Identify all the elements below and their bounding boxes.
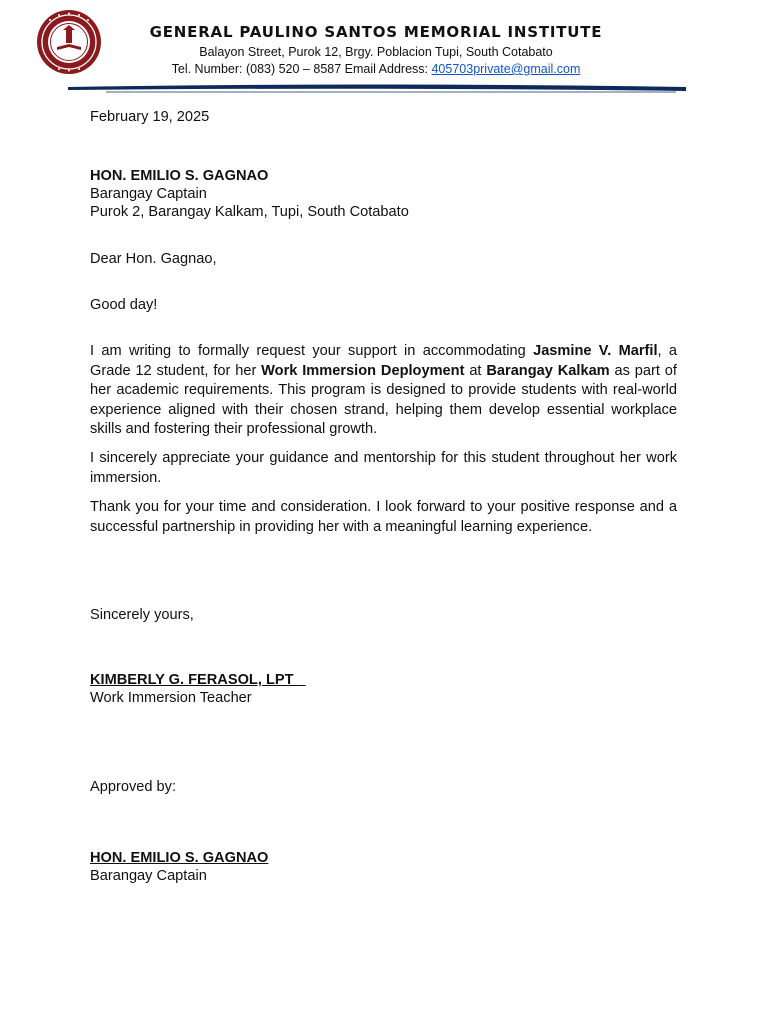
- recipient-name: HON. EMILIO S. GAGNAO: [90, 168, 269, 184]
- paragraph-request: [90, 342, 677, 440]
- header-divider: [66, 82, 688, 94]
- school-contact: [100, 62, 652, 76]
- approved-label: Approved by:: [90, 779, 176, 795]
- closing: Sincerely yours,: [90, 607, 194, 623]
- para-text: as part of her academic requirements. This program is designed to provide students with real-world experience aligned with their chosen strand, helping them develop essential workplace skills and fostering their professional growth.: [90, 362, 677, 437]
- school-address: Balayon Street, Purok 12, Brgy. Poblacion Tupi, South Cotabato: [199, 45, 553, 59]
- greeting: Good day!: [90, 297, 158, 313]
- placement-name: Barangay Kalkam: [486, 362, 610, 379]
- signatory-title: Work Immersion Teacher: [90, 690, 252, 706]
- signatory-name: KIMBERLY G. FERASOL, LPT: [90, 672, 294, 688]
- recipient-address: Purok 2, Barangay Kalkam, Tupi, South Cotabato: [90, 204, 409, 220]
- para-text: , a Grade 12 student, for her: [90, 343, 677, 379]
- school-seal-logo: [33, 9, 107, 75]
- recipient-title: Barangay Captain: [90, 186, 207, 202]
- paragraph-thanks: Thank you for your time and consideration. I look forward to your positive response and a successful partnership in providing her with a meaningful learning experience.: [90, 499, 677, 535]
- para-text: I am writing to formally request your support in accommodating: [90, 343, 534, 359]
- signatory-name-line: [90, 671, 677, 691]
- email-link[interactable]: 405703private@gmail.com: [431, 62, 581, 76]
- approver-name: HON. EMILIO S. GAGNAO: [90, 850, 269, 866]
- contact-text: Tel. Number: (083) 520 – 8587 Email Address:: [171, 62, 432, 76]
- student-name: Jasmine V. Marfil: [533, 343, 658, 359]
- approver-title: Barangay Captain: [90, 868, 207, 884]
- paragraph-appreciation: I sincerely appreciate your guidance and mentorship for this student throughout her work immersion.: [90, 450, 677, 486]
- school-name: GENERAL PAULINO SANTOS MEMORIAL INSTITUTE: [149, 23, 603, 41]
- approver-name-line: [90, 849, 677, 869]
- letter-date: February 19, 2025: [90, 109, 210, 125]
- salutation: Dear Hon. Gagnao,: [90, 251, 217, 267]
- para-text: at: [464, 362, 487, 379]
- program-name: Work Immersion Deployment: [261, 362, 465, 379]
